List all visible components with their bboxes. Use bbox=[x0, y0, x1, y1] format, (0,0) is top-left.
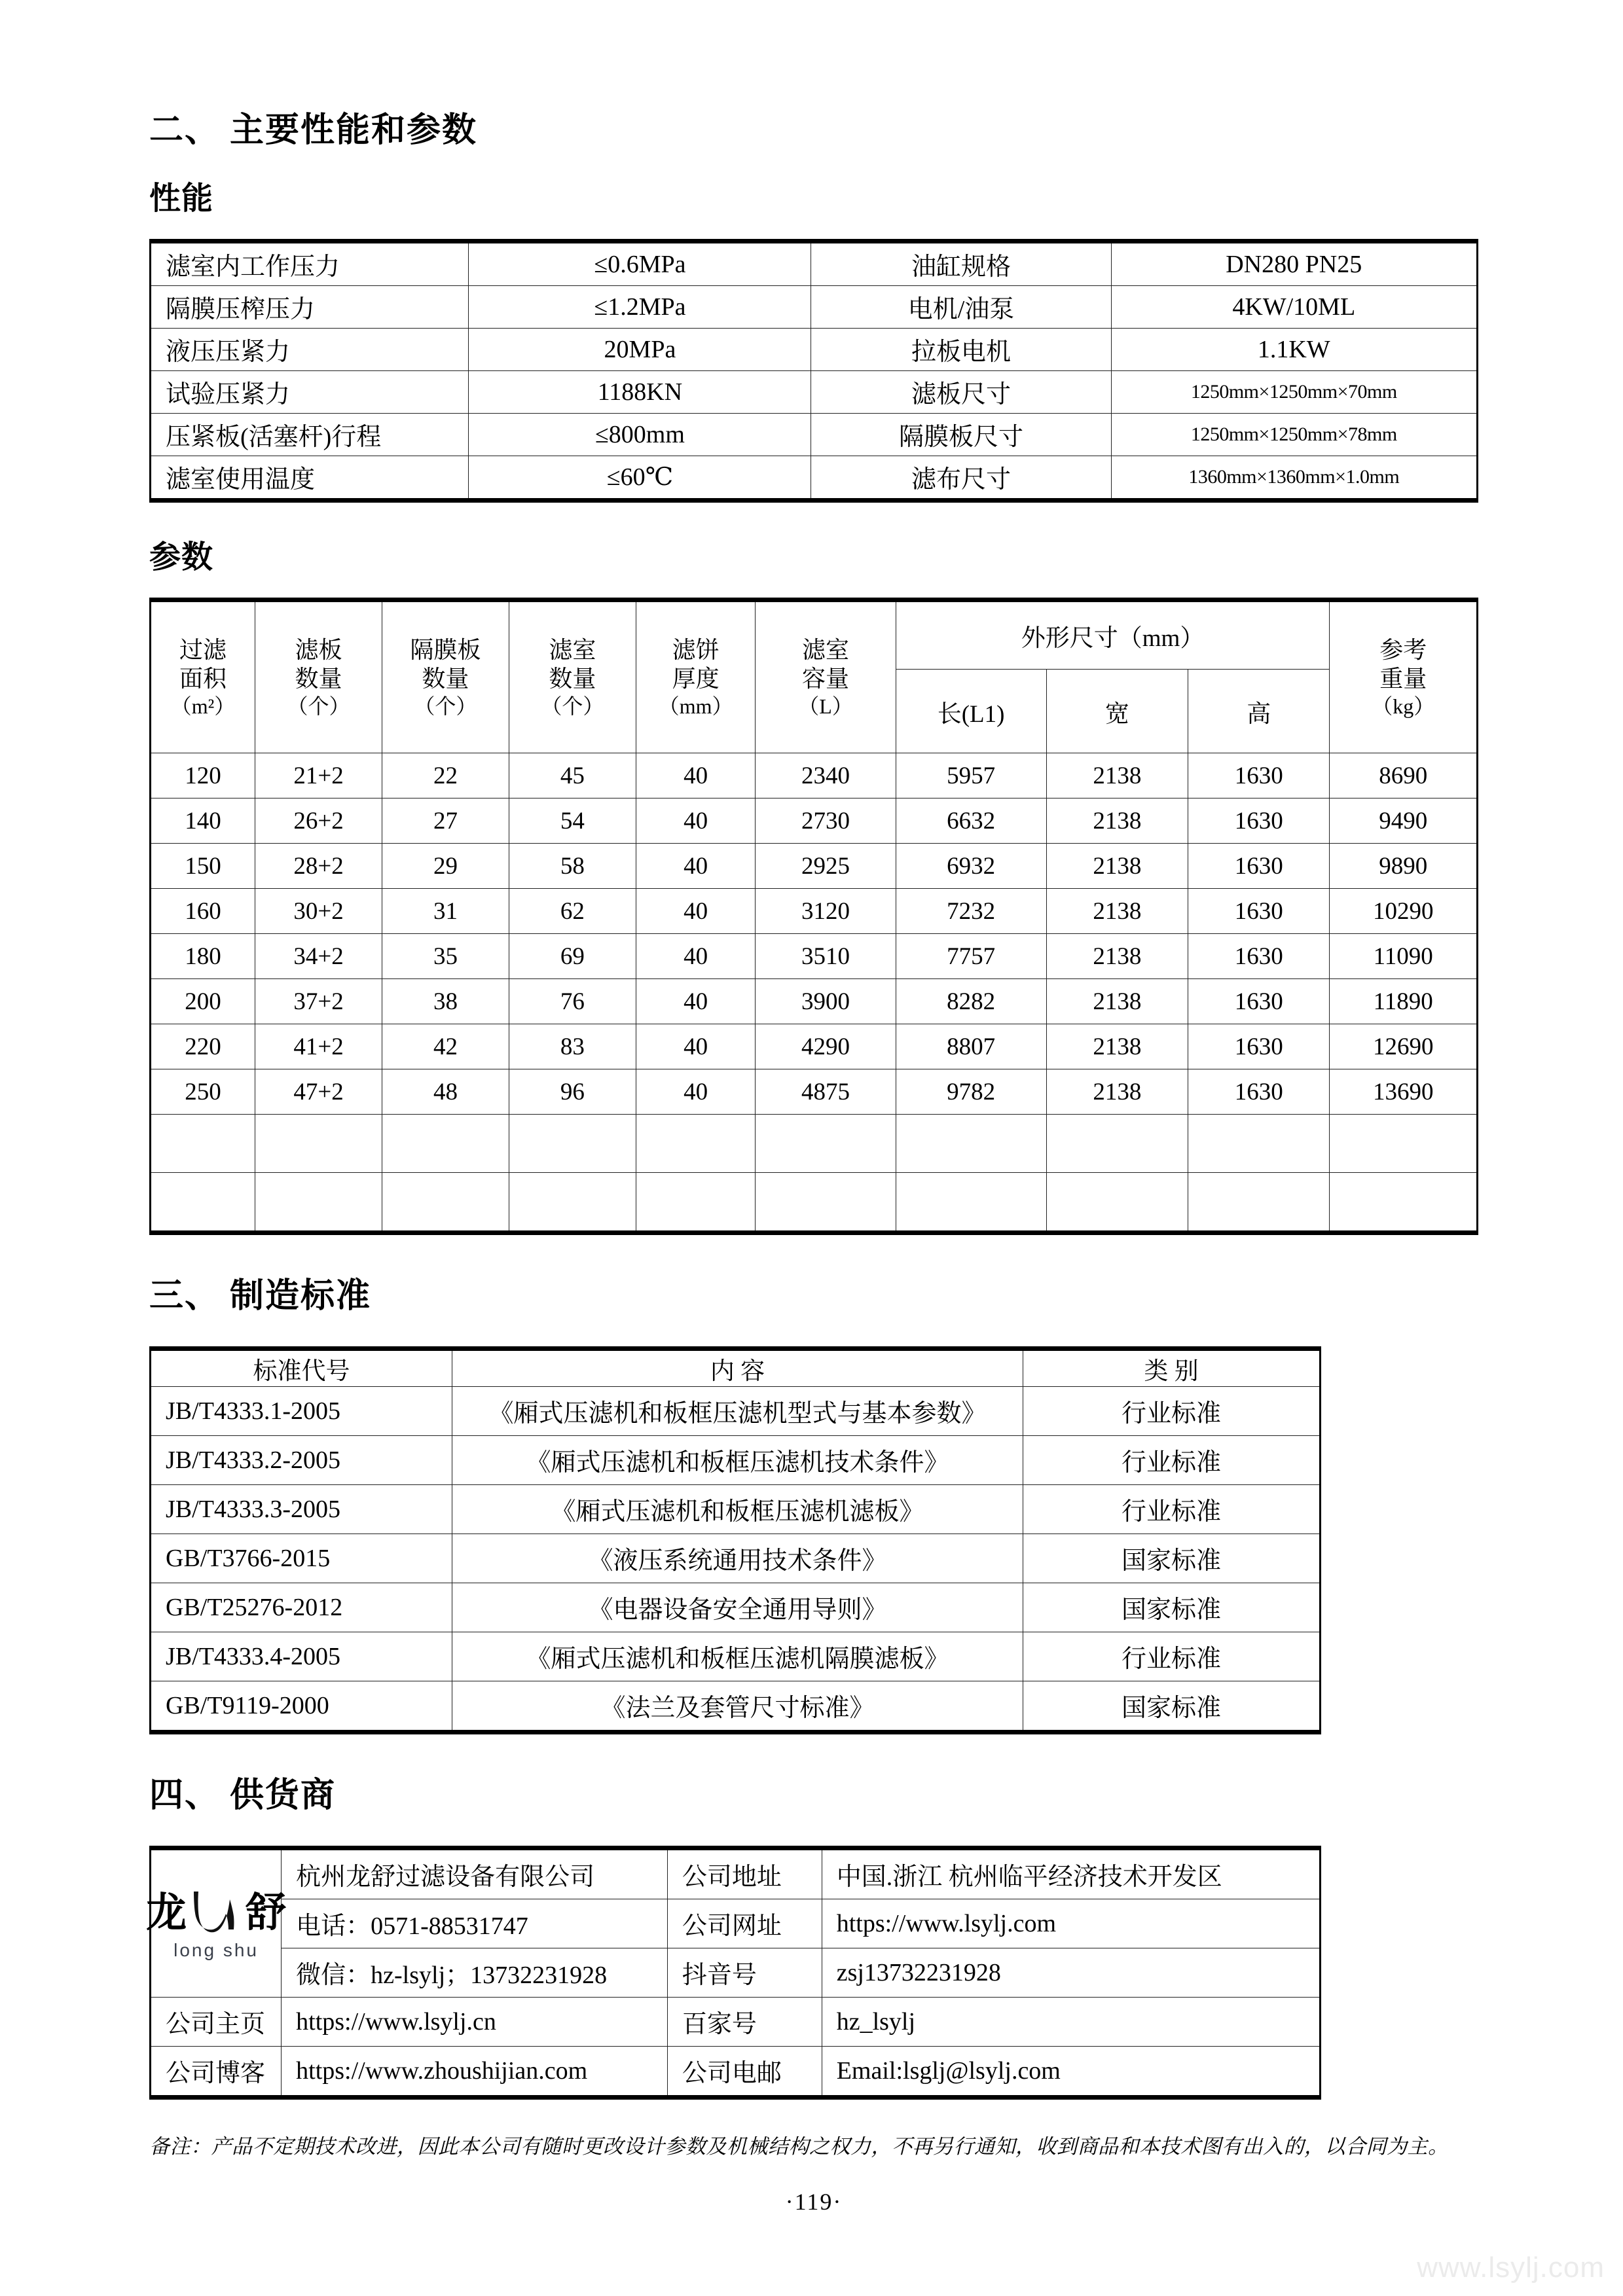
cell-filter-area: 250 bbox=[151, 1069, 255, 1115]
cell-chamber-count bbox=[509, 1115, 636, 1173]
cell-standard-content: 《厢式压滤机和板框压滤机隔膜滤板》 bbox=[452, 1632, 1023, 1681]
perf-label-2: 滤布尺寸 bbox=[811, 456, 1111, 500]
cell-standard-category: 行业标准 bbox=[1023, 1484, 1321, 1534]
header-line: 容量 bbox=[802, 665, 850, 692]
page-content bbox=[146, 111, 1478, 2215]
table-row bbox=[151, 1948, 1321, 1997]
header-line: 数量 bbox=[422, 665, 469, 692]
cell-chamber-count: 45 bbox=[509, 753, 636, 798]
performance-table-body bbox=[151, 241, 1478, 500]
cell-filter-area: 220 bbox=[151, 1024, 255, 1069]
header-line: 滤室 bbox=[549, 636, 596, 663]
supplier-table bbox=[146, 1846, 1321, 2100]
cell-weight: 13690 bbox=[1330, 1069, 1478, 1115]
cell-chamber-volume bbox=[756, 1173, 896, 1233]
header-filter-area bbox=[151, 600, 255, 753]
cell-membrane-count: 29 bbox=[382, 844, 509, 889]
cell-label-homepage: 公司主页 bbox=[151, 1997, 282, 2046]
parameters-subtitle: 参数 bbox=[149, 539, 214, 575]
header-unit: （m²） bbox=[170, 694, 236, 718]
cell-chamber-count bbox=[509, 1173, 636, 1233]
perf-label-2: 油缸规格 bbox=[811, 241, 1111, 285]
header-line: 过滤 bbox=[179, 636, 227, 663]
cell-height: 1630 bbox=[1188, 1069, 1330, 1115]
cell-standard-category: 国家标准 bbox=[1023, 1681, 1321, 1732]
header-content: 内 容 bbox=[452, 1348, 1023, 1386]
cell-height: 1630 bbox=[1188, 798, 1330, 844]
header-unit: （kg） bbox=[1372, 694, 1435, 718]
cell-cake-thickness bbox=[636, 1115, 756, 1173]
header-line: 重量 bbox=[1379, 665, 1427, 692]
perf-label-1: 试验压紧力 bbox=[151, 370, 469, 413]
cell-standard-content: 《厢式压滤机和板框压滤机滤板》 bbox=[452, 1484, 1023, 1534]
cell-chamber-count: 62 bbox=[509, 889, 636, 934]
header-cake-thickness bbox=[636, 600, 756, 753]
cell-label-douyin: 抖音号 bbox=[667, 1948, 822, 1997]
cell-weight: 12690 bbox=[1330, 1024, 1478, 1069]
table-row bbox=[151, 1681, 1321, 1732]
cell-width: 2138 bbox=[1046, 934, 1188, 979]
perf-value-1: ≤1.2MPa bbox=[469, 285, 811, 328]
table-row bbox=[151, 1848, 1321, 1899]
header-length: 长(L1) bbox=[896, 670, 1046, 753]
perf-value-1: 20MPa bbox=[469, 328, 811, 370]
table-row bbox=[151, 1386, 1321, 1435]
cell-chamber-count: 58 bbox=[509, 844, 636, 889]
cell-width: 2138 bbox=[1046, 1024, 1188, 1069]
header-row bbox=[151, 1348, 1321, 1386]
parameters-table-body bbox=[151, 753, 1478, 1233]
table-row bbox=[151, 1534, 1321, 1583]
cell-filter-area bbox=[151, 1115, 255, 1173]
header-unit: （mm） bbox=[658, 694, 733, 718]
footnote: 备注：产品不定期技术改进，因此本公司有随时更改设计参数及机械结构之权力，不再另行通知，收到商品和本技术图有出入的，以合同为主。 bbox=[149, 2134, 1449, 2158]
cell-height: 1630 bbox=[1188, 844, 1330, 889]
cell-standard-content: 《液压系统通用技术条件》 bbox=[452, 1534, 1023, 1583]
cell-standard-category: 国家标准 bbox=[1023, 1583, 1321, 1632]
header-line: 隔膜板 bbox=[410, 636, 481, 663]
table-row bbox=[151, 753, 1478, 798]
page-number: ·119· bbox=[785, 2188, 843, 2215]
perf-label-2: 电机/油泵 bbox=[811, 285, 1111, 328]
cell-filter-area: 150 bbox=[151, 844, 255, 889]
cell-membrane-count: 48 bbox=[382, 1069, 509, 1115]
company-logo bbox=[146, 1848, 287, 1997]
cell-width: 2138 bbox=[1046, 979, 1188, 1024]
perf-value-2: 1250mm×1250mm×70mm bbox=[1111, 370, 1477, 413]
header-line: 滤饼 bbox=[672, 636, 720, 663]
cell-plate-count: 28+2 bbox=[255, 844, 382, 889]
cell-chamber-volume: 4875 bbox=[756, 1069, 896, 1115]
perf-label-1: 滤室内工作压力 bbox=[151, 241, 469, 285]
cell-chamber-volume: 4290 bbox=[756, 1024, 896, 1069]
cell-company-homepage[interactable]: https://www.lsylj.cn bbox=[282, 1997, 668, 2046]
cell-weight: 9890 bbox=[1330, 844, 1478, 889]
cell-plate-count: 34+2 bbox=[255, 934, 382, 979]
cell-width: 2138 bbox=[1046, 798, 1188, 844]
cell-membrane-count: 42 bbox=[382, 1024, 509, 1069]
cell-weight: 11890 bbox=[1330, 979, 1478, 1024]
table-row bbox=[151, 370, 1478, 413]
cell-standard-content: 《厢式压滤机和板框压滤机技术条件》 bbox=[452, 1435, 1023, 1484]
cell-chamber-volume: 2730 bbox=[756, 798, 896, 844]
cell-cake-thickness: 40 bbox=[636, 1024, 756, 1069]
cell-chamber-volume: 2925 bbox=[756, 844, 896, 889]
table-row bbox=[151, 285, 1478, 328]
cell-weight: 10290 bbox=[1330, 889, 1478, 934]
standards-table-head bbox=[151, 1348, 1321, 1386]
standards-table-body bbox=[151, 1386, 1321, 1732]
header-unit: （个） bbox=[287, 694, 350, 718]
header-line: 参考 bbox=[1379, 636, 1427, 663]
cell-filter-area: 140 bbox=[151, 798, 255, 844]
cell-company-wechat: 微信：hz-lsylj；13732231928 bbox=[282, 1948, 668, 1997]
cell-weight: 8690 bbox=[1330, 753, 1478, 798]
cell-chamber-count: 96 bbox=[509, 1069, 636, 1115]
cell-width: 2138 bbox=[1046, 844, 1188, 889]
parameters-table bbox=[149, 598, 1478, 1235]
table-row bbox=[151, 1484, 1321, 1534]
perf-value-1: 1188KN bbox=[469, 370, 811, 413]
cell-cake-thickness: 40 bbox=[636, 979, 756, 1024]
table-row bbox=[151, 934, 1478, 979]
logo-char-long: 龙 bbox=[146, 1890, 187, 1935]
cell-filter-area: 200 bbox=[151, 979, 255, 1024]
logo-wrap bbox=[146, 1888, 287, 1960]
cell-company-baijiahao: hz_lsylj bbox=[822, 1997, 1320, 2046]
perf-value-1: ≤800mm bbox=[469, 413, 811, 456]
cell-cake-thickness: 40 bbox=[636, 798, 756, 844]
cell-height: 1630 bbox=[1188, 979, 1330, 1024]
section-four-title: 四、 供货商 bbox=[149, 1776, 337, 1814]
cell-length: 6932 bbox=[896, 844, 1046, 889]
table-row bbox=[151, 413, 1478, 456]
cell-membrane-count: 31 bbox=[382, 889, 509, 934]
cell-height: 1630 bbox=[1188, 934, 1330, 979]
table-row bbox=[151, 1024, 1478, 1069]
cell-standard-code: JB/T4333.4-2005 bbox=[151, 1632, 452, 1681]
cell-length: 6632 bbox=[896, 798, 1046, 844]
cell-plate-count bbox=[255, 1173, 382, 1233]
perf-value-2: 4KW/10ML bbox=[1111, 285, 1477, 328]
perf-value-2: 1250mm×1250mm×78mm bbox=[1111, 413, 1477, 456]
table-row bbox=[151, 979, 1478, 1024]
cell-standard-code: JB/T4333.1-2005 bbox=[151, 1386, 452, 1435]
cell-standard-category: 行业标准 bbox=[1023, 1632, 1321, 1681]
cell-plate-count: 41+2 bbox=[255, 1024, 382, 1069]
table-row bbox=[151, 1632, 1321, 1681]
cell-width bbox=[1046, 1115, 1188, 1173]
header-unit: （个） bbox=[414, 694, 477, 718]
cell-plate-count bbox=[255, 1115, 382, 1173]
cell-height bbox=[1188, 1173, 1330, 1233]
logo-pinyin: long shu bbox=[173, 1939, 259, 1960]
table-row bbox=[151, 1435, 1321, 1484]
cell-length: 9782 bbox=[896, 1069, 1046, 1115]
cell-weight bbox=[1330, 1173, 1478, 1233]
cell-chamber-count: 76 bbox=[509, 979, 636, 1024]
cell-label-baijiahao: 百家号 bbox=[667, 1997, 822, 2046]
cell-standard-content: 《电器设备安全通用导则》 bbox=[452, 1583, 1023, 1632]
cell-width: 2138 bbox=[1046, 889, 1188, 934]
cell-company-name: 杭州龙舒过滤设备有限公司 bbox=[282, 1848, 668, 1899]
cell-chamber-volume: 2340 bbox=[756, 753, 896, 798]
perf-label-1: 压紧板(活塞杆)行程 bbox=[151, 413, 469, 456]
header-chamber-volume bbox=[756, 600, 896, 753]
cell-company-email[interactable]: Email:lsglj@lsylj.com bbox=[822, 2046, 1320, 2097]
cell-plate-count: 26+2 bbox=[255, 798, 382, 844]
header-line: 数量 bbox=[295, 665, 342, 692]
perf-label-1: 液压压紧力 bbox=[151, 328, 469, 370]
cell-weight bbox=[1330, 1115, 1478, 1173]
cell-standard-code: GB/T25276-2012 bbox=[151, 1583, 452, 1632]
table-row-empty bbox=[151, 1173, 1478, 1233]
header-plate-count bbox=[255, 600, 382, 753]
cell-label-website: 公司网址 bbox=[667, 1899, 822, 1948]
cell-height: 1630 bbox=[1188, 753, 1330, 798]
cell-length: 8807 bbox=[896, 1024, 1046, 1069]
table-row bbox=[151, 798, 1478, 844]
cell-standard-code: JB/T4333.2-2005 bbox=[151, 1435, 452, 1484]
perf-label-1: 隔膜压榨压力 bbox=[151, 285, 469, 328]
cell-length: 7757 bbox=[896, 934, 1046, 979]
cell-filter-area: 120 bbox=[151, 753, 255, 798]
cell-cake-thickness: 40 bbox=[636, 889, 756, 934]
header-line: 厚度 bbox=[672, 665, 720, 692]
cell-standard-category: 国家标准 bbox=[1023, 1534, 1321, 1583]
cell-plate-count: 30+2 bbox=[255, 889, 382, 934]
perf-value-2: DN280 PN25 bbox=[1111, 241, 1477, 285]
cell-standard-content: 《法兰及套管尺寸标准》 bbox=[452, 1681, 1023, 1732]
cell-filter-area bbox=[151, 1173, 255, 1233]
cell-length bbox=[896, 1173, 1046, 1233]
cell-chamber-volume: 3510 bbox=[756, 934, 896, 979]
cell-plate-count: 21+2 bbox=[255, 753, 382, 798]
cell-plate-count: 37+2 bbox=[255, 979, 382, 1024]
cell-chamber-count: 83 bbox=[509, 1024, 636, 1069]
cell-standard-category: 行业标准 bbox=[1023, 1435, 1321, 1484]
cell-width bbox=[1046, 1173, 1188, 1233]
cell-membrane-count: 22 bbox=[382, 753, 509, 798]
cell-length: 8282 bbox=[896, 979, 1046, 1024]
table-row bbox=[151, 241, 1478, 285]
cell-membrane-count bbox=[382, 1173, 509, 1233]
cell-filter-area: 160 bbox=[151, 889, 255, 934]
cell-company-phone: 电话：0571-88531747 bbox=[282, 1899, 668, 1948]
cell-standard-code: JB/T4333.3-2005 bbox=[151, 1484, 452, 1534]
header-height: 高 bbox=[1188, 670, 1330, 753]
performance-subtitle: 性能 bbox=[149, 181, 214, 216]
cell-width: 2138 bbox=[1046, 753, 1188, 798]
cell-width: 2138 bbox=[1046, 1069, 1188, 1115]
logo-char-shu: 舒 bbox=[246, 1890, 287, 1935]
cell-standard-category: 行业标准 bbox=[1023, 1386, 1321, 1435]
cell-height bbox=[1188, 1115, 1330, 1173]
performance-table bbox=[149, 239, 1478, 503]
perf-value-2: 1360mm×1360mm×1.0mm bbox=[1111, 456, 1477, 500]
section-three-title: 三、 制造标准 bbox=[149, 1278, 372, 1316]
perf-label-2: 隔膜板尺寸 bbox=[811, 413, 1111, 456]
header-unit: （L） bbox=[798, 694, 853, 718]
cell-standard-content: 《厢式压滤机和板框压滤机型式与基本参数》 bbox=[452, 1386, 1023, 1435]
table-row bbox=[151, 1899, 1321, 1948]
cell-weight: 11090 bbox=[1330, 934, 1478, 979]
cell-weight: 9490 bbox=[1330, 798, 1478, 844]
parameters-table-head bbox=[151, 600, 1478, 753]
header-line: 滤室 bbox=[802, 636, 850, 663]
table-row bbox=[151, 456, 1478, 500]
cell-length: 7232 bbox=[896, 889, 1046, 934]
cell-company-website[interactable]: https://www.lsylj.com bbox=[822, 1899, 1320, 1948]
watermark: www.lsylj.com bbox=[1417, 2251, 1605, 2284]
perf-value-2: 1.1KW bbox=[1111, 328, 1477, 370]
cell-length: 5957 bbox=[896, 753, 1046, 798]
table-row bbox=[151, 844, 1478, 889]
header-chamber-count bbox=[509, 600, 636, 753]
cell-chamber-count: 54 bbox=[509, 798, 636, 844]
table-row bbox=[151, 1069, 1478, 1115]
header-membrane-plate-count bbox=[382, 600, 509, 753]
table-row bbox=[151, 1997, 1321, 2046]
cell-chamber-volume bbox=[756, 1115, 896, 1173]
cell-standard-code: GB/T9119-2000 bbox=[151, 1681, 452, 1732]
supplier-table-body bbox=[146, 1848, 1321, 2097]
cell-label-email: 公司电邮 bbox=[667, 2046, 822, 2097]
perf-label-2: 拉板电机 bbox=[811, 328, 1111, 370]
header-line: 数量 bbox=[549, 665, 596, 692]
cell-cake-thickness: 40 bbox=[636, 753, 756, 798]
header-unit: （个） bbox=[541, 694, 604, 718]
header-line: 面积 bbox=[179, 665, 227, 692]
cell-membrane-count: 38 bbox=[382, 979, 509, 1024]
cell-chamber-count: 69 bbox=[509, 934, 636, 979]
cell-membrane-count: 27 bbox=[382, 798, 509, 844]
cell-standard-code: GB/T3766-2015 bbox=[151, 1534, 452, 1583]
perf-label-1: 滤室使用温度 bbox=[151, 456, 469, 500]
cell-chamber-volume: 3900 bbox=[756, 979, 896, 1024]
perf-value-1: ≤60℃ bbox=[469, 456, 811, 500]
table-row-empty bbox=[151, 1115, 1478, 1173]
logo-characters bbox=[146, 1888, 286, 1939]
cell-label-blog: 公司博客 bbox=[151, 2046, 282, 2097]
header-overall-dimensions: 外形尺寸（mm） bbox=[896, 600, 1330, 670]
cell-filter-area: 180 bbox=[151, 934, 255, 979]
header-category: 类 别 bbox=[1023, 1348, 1321, 1386]
cell-membrane-count: 35 bbox=[382, 934, 509, 979]
header-row-top bbox=[151, 600, 1478, 670]
cell-cake-thickness bbox=[636, 1173, 756, 1233]
perf-label-2: 滤板尺寸 bbox=[811, 370, 1111, 413]
cell-cake-thickness: 40 bbox=[636, 1069, 756, 1115]
cell-label-address: 公司地址 bbox=[667, 1848, 822, 1899]
cell-plate-count: 47+2 bbox=[255, 1069, 382, 1115]
cell-height: 1630 bbox=[1188, 1024, 1330, 1069]
cell-cake-thickness: 40 bbox=[636, 844, 756, 889]
brush-stroke-icon bbox=[188, 1888, 244, 1939]
cell-height: 1630 bbox=[1188, 889, 1330, 934]
cell-cake-thickness: 40 bbox=[636, 934, 756, 979]
header-standard-code: 标准代号 bbox=[151, 1348, 452, 1386]
cell-company-douyin: zsj13732231928 bbox=[822, 1948, 1320, 1997]
header-reference-weight bbox=[1330, 600, 1478, 753]
table-row bbox=[151, 328, 1478, 370]
header-line: 滤板 bbox=[295, 636, 342, 663]
cell-company-blog[interactable]: https://www.zhoushijian.com bbox=[282, 2046, 668, 2097]
table-row bbox=[151, 889, 1478, 934]
cell-membrane-count bbox=[382, 1115, 509, 1173]
table-row bbox=[151, 2046, 1321, 2097]
cell-length bbox=[896, 1115, 1046, 1173]
section-two-title: 二、 主要性能和参数 bbox=[149, 112, 478, 149]
cell-chamber-volume: 3120 bbox=[756, 889, 896, 934]
cell-company-address: 中国.浙江 杭州临平经济技术开发区 bbox=[822, 1848, 1320, 1899]
standards-table bbox=[149, 1346, 1321, 1734]
perf-value-1: ≤0.6MPa bbox=[469, 241, 811, 285]
table-row bbox=[151, 1583, 1321, 1632]
header-width: 宽 bbox=[1046, 670, 1188, 753]
